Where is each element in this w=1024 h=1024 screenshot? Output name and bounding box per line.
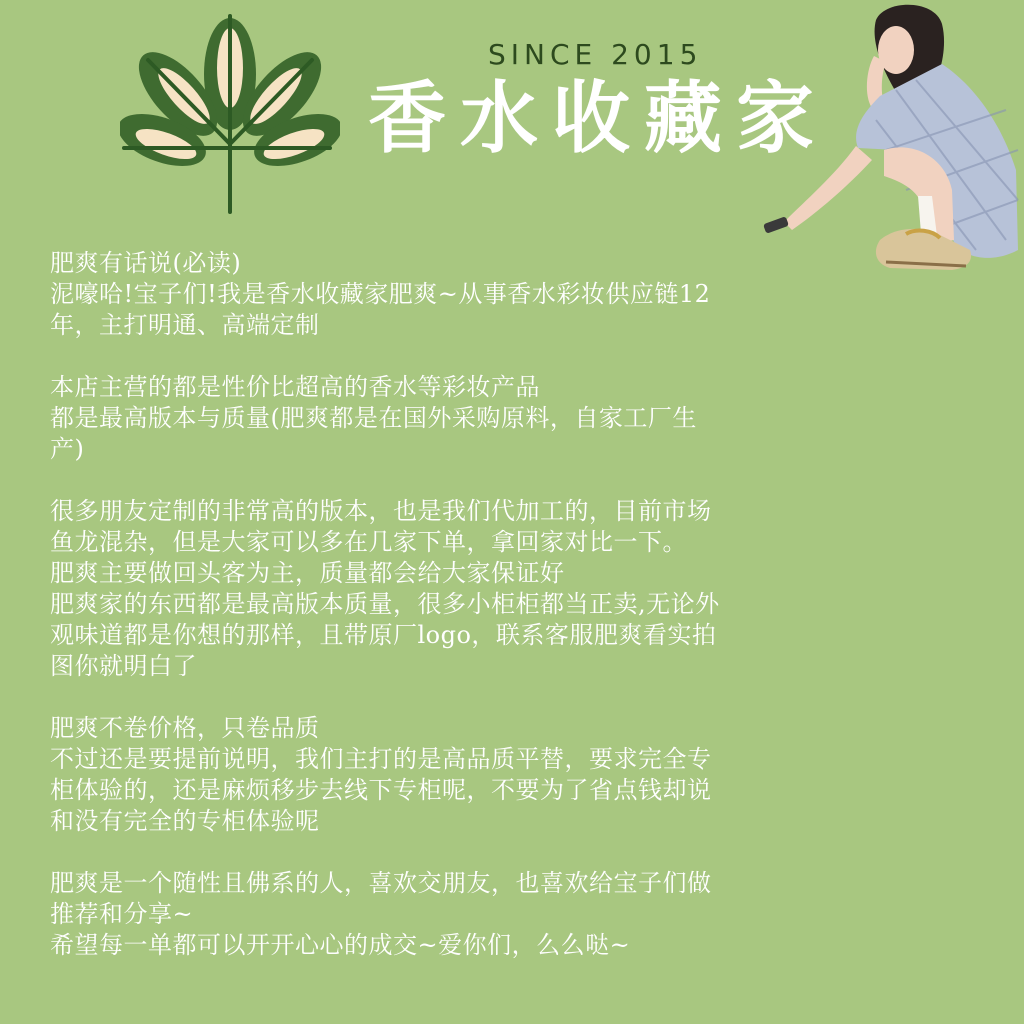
text-line: 都是最高版本与质量(肥爽都是在国外采购原料，自家工厂生 xyxy=(50,404,697,432)
text-line: 图你就明白了 xyxy=(50,652,197,680)
content-body xyxy=(50,248,990,961)
text-line: 肥爽主要做回头客为主，质量都会给大家保证好 xyxy=(50,559,565,587)
text-line: 肥爽不卷价格，只卷品质 xyxy=(50,714,320,742)
text-line: 推荐和分享~ xyxy=(50,900,194,928)
text-line: 年，主打明通、高端定制 xyxy=(50,311,320,339)
since-label: SINCE 2015 xyxy=(488,38,703,71)
paragraph xyxy=(50,372,990,465)
paragraph xyxy=(50,248,990,341)
text-line: 不过还是要提前说明，我们主打的是高品质平替，要求完全专 xyxy=(50,745,712,773)
text-line: 产) xyxy=(50,435,85,463)
woman-crouching-photo xyxy=(756,0,1024,280)
paragraph xyxy=(50,868,990,961)
text-line: 肥爽家的东西都是最高版本质量，很多小柜柜都当正卖,无论外 xyxy=(50,590,720,618)
text-line: 本店主营的都是性价比超高的香水等彩妆产品 xyxy=(50,373,540,401)
text-line: 柜体验的，还是麻烦移步去线下专柜呢，不要为了省点钱却说 xyxy=(50,776,712,804)
text-line: 肥爽有话说(必读) xyxy=(50,249,242,277)
paragraph xyxy=(50,713,990,837)
text-line: 和没有完全的专柜体验呢 xyxy=(50,807,320,835)
text-line: 鱼龙混杂，但是大家可以多在几家下单，拿回家对比一下。 xyxy=(50,528,687,556)
text-line: 泥嚎哈!宝子们!我是香水收藏家肥爽~从事香水彩妆供应链12 xyxy=(50,280,711,308)
text-line: 肥爽是一个随性且佛系的人，喜欢交朋友，也喜欢给宝子们做 xyxy=(50,869,712,897)
text-line: 希望每一单都可以开开心心的成交~爱你们，么么哒~ xyxy=(50,931,631,959)
brand-title: 香水收藏家 xyxy=(368,73,829,164)
text-line: 观味道都是你想的那样，且带原厂logo，联系客服肥爽看实拍 xyxy=(50,621,717,649)
text-line: 很多朋友定制的非常高的版本，也是我们代加工的，目前市场 xyxy=(50,497,712,525)
paragraph xyxy=(50,496,990,682)
leaf-logo-icon xyxy=(120,12,340,217)
